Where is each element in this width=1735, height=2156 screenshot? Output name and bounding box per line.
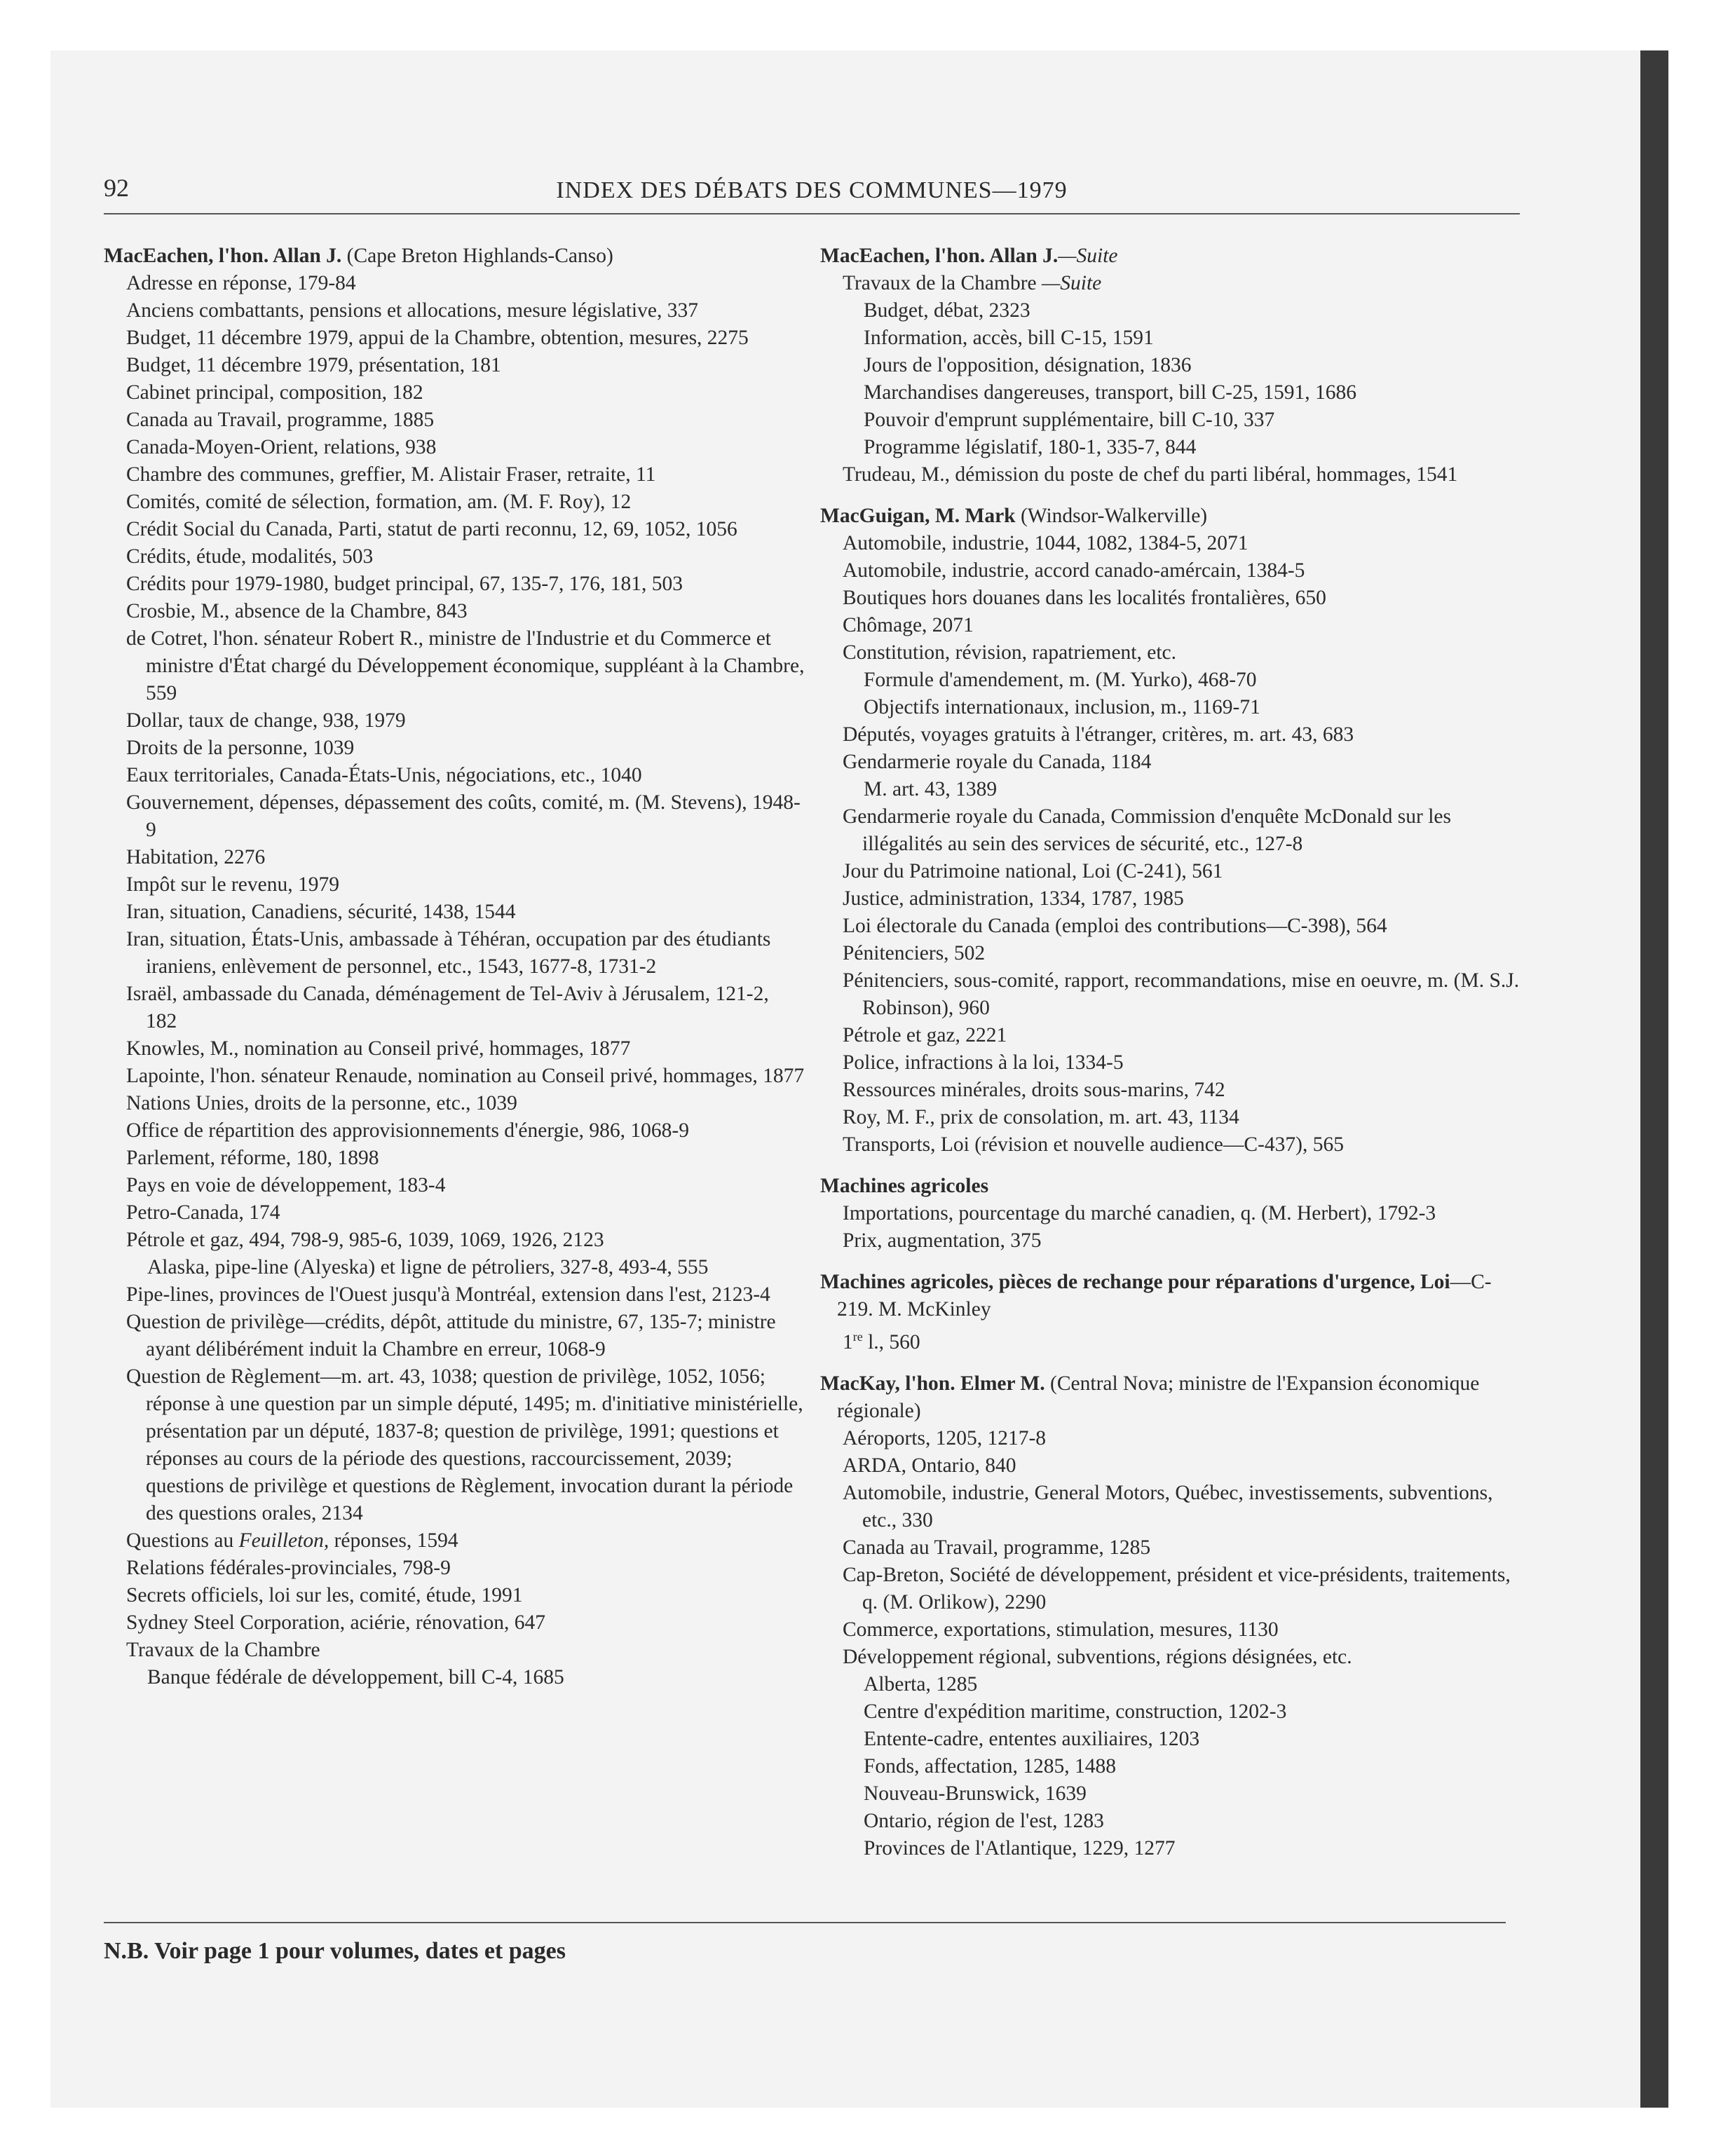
index-line: Dollar, taux de change, 938, 1979 [126, 709, 406, 732]
index-line: Chambre des communes, greffier, M. Alistair Fraser, retraite, 11 [126, 463, 656, 486]
index-line [820, 1323, 1521, 1356]
index-line [820, 270, 1521, 297]
index-line: Crédits, étude, modalités, 503 [126, 545, 374, 568]
index-line: de Cotret, l'hon. sénateur Robert R., ministre de l'Industrie et du Commerce et ministre d'État chargé du Développement économique, suppléant à la Chambre, 559 [126, 627, 805, 704]
index-subline: Programme législatif, 180-1, 335-7, 844 [864, 436, 1197, 458]
index-line: Canada au Travail, programme, 1285 [843, 1536, 1151, 1559]
index-line: Habitation, 2276 [126, 846, 266, 868]
index-line: Cabinet principal, composition, 182 [126, 381, 423, 404]
index-line: Boutiques hors douanes dans les localités frontalières, 650 [843, 587, 1326, 609]
scan-edge-bar [1640, 50, 1668, 2108]
index-line: Question de Règlement—m. art. 43, 1038; question de privilège, 1052, 1056; réponse à une question par un simple député, 1495; m. d'initiative ministérielle, présentation par un député, 1837-8; question de privilège, 1991; questions et réponses au cours de la période des questions, raccourcissement, 2039; questions de privilège et questions de Règlement, invocation durant la période des questions orales, 2134 [126, 1365, 803, 1524]
index-line: Crédit Social du Canada, Parti, statut de parti reconnu, 12, 69, 1052, 1056 [126, 518, 737, 540]
index-line: Office de répartition des approvisionnements d'énergie, 986, 1068-9 [126, 1119, 689, 1142]
index-subline: Marchandises dangereuses, transport, bill C-25, 1591, 1686 [864, 381, 1356, 404]
index-line: Gouvernement, dépenses, dépassement des coûts, comité, m. (M. Stevens), 1948-9 [126, 791, 801, 841]
line-text: l., 560 [862, 1330, 920, 1353]
index-line: Crédits pour 1979-1980, budget principal, 67, 135-7, 176, 181, 503 [126, 573, 683, 595]
index-subline: Pouvoir d'emprunt supplémentaire, bill C-10, 337 [864, 409, 1275, 431]
index-line: Nations Unies, droits de la personne, etc., 1039 [126, 1092, 517, 1114]
index-subline: Fonds, affectation, 1285, 1488 [864, 1754, 1116, 1778]
entry-heading [104, 243, 805, 270]
index-line: Budget, 11 décembre 1979, appui de la Chambre, obtention, mesures, 2275 [126, 327, 749, 349]
index-line: Pipe-lines, provinces de l'Ouest jusqu'à Montréal, extension dans l'est, 2123-4 [126, 1283, 770, 1306]
index-line: Travaux de la Chambre [126, 1639, 320, 1661]
index-subline: Information, accès, bill C-15, 1591 [864, 327, 1154, 349]
index-line: Prix, augmentation, 375 [843, 1229, 1042, 1252]
entry-sublines-c [104, 1664, 805, 1691]
index-line: Justice, administration, 1334, 1787, 1985 [843, 887, 1184, 910]
index-line: Pays en voie de développement, 183-4 [126, 1174, 446, 1196]
index-line: Sydney Steel Corporation, aciérie, rénovation, 647 [126, 1611, 546, 1634]
index-line: Iran, situation, États-Unis, ambassade à Téhéran, occupation par des étudiants iraniens, enlèvement de personnel, etc., 1543, 1677-8, 1731-2 [126, 928, 771, 978]
index-line: Police, infractions à la loi, 1334-5 [843, 1051, 1124, 1074]
index-line: Knowles, M., nomination au Conseil privé, hommages, 1877 [126, 1037, 631, 1060]
line-superscript: re [852, 1330, 863, 1344]
index-subline: Provinces de l'Atlantique, 1229, 1277 [864, 1836, 1176, 1860]
entry-lines-c [104, 1555, 805, 1664]
index-entry [820, 1269, 1521, 1356]
index-line: Parlement, réforme, 180, 1898 [126, 1147, 379, 1169]
entry-suite: —Suite [1058, 245, 1118, 267]
page-number: 92 [104, 174, 129, 202]
index-line: Anciens combattants, pensions et allocations, mesure législative, 337 [126, 299, 698, 322]
entry-name: MacEachen, l'hon. Allan J. [104, 245, 342, 267]
index-line: Transports, Loi (révision et nouvelle audience—C-437), 565 [843, 1133, 1344, 1156]
index-subline: Alberta, 1285 [864, 1672, 978, 1696]
index-line: Loi électorale du Canada (emploi des contributions—C-398), 564 [843, 915, 1387, 937]
index-line: Importations, pourcentage du marché canadien, q. (M. Herbert), 1792-3 [843, 1202, 1436, 1224]
index-line: Ressources minérales, droits sous-marins, 742 [843, 1079, 1225, 1101]
entry-name: Machines agricoles [820, 1175, 989, 1197]
index-entry [820, 503, 1521, 1159]
index-line: Chômage, 2071 [843, 614, 974, 636]
entry-lines-b [820, 721, 1521, 776]
index-subline: Alaska, pipe-line (Alyeska) et ligne de pétroliers, 327-8, 493-4, 555 [147, 1256, 709, 1278]
index-line: Lapointe, l'hon. sénateur Renaude, nomination au Conseil privé, hommages, 1877 [126, 1065, 805, 1087]
index-line: Pétrole et gaz, 2221 [843, 1024, 1007, 1046]
index-subline: Centre d'expédition maritime, construction, 1202-3 [864, 1700, 1287, 1723]
entry-lines [820, 530, 1521, 667]
entry-heading [820, 1173, 1521, 1200]
entry-lines-c [820, 803, 1521, 1159]
index-line: Question de privilège—crédits, dépôt, attitude du ministre, 67, 135-7; ministre ayant délibérément induit la Chambre en erreur, 1068-9 [126, 1311, 776, 1360]
line-text: Travaux de la Chambre [843, 272, 1042, 294]
index-subline: Budget, débat, 2323 [864, 299, 1030, 322]
index-line: Gendarmerie royale du Canada, 1184 [843, 751, 1152, 773]
index-line: Jour du Patrimoine national, Loi (C-241), 561 [843, 860, 1223, 882]
index-line: Adresse en réponse, 179-84 [126, 272, 356, 294]
entry-name: Machines agricoles, pièces de rechange pour réparations d'urgence, Loi [820, 1271, 1450, 1293]
index-subline: Entente-cadre, ententes auxiliaires, 1203 [864, 1727, 1200, 1750]
entry-qualifier: (Cape Breton Highlands-Canso) [341, 245, 613, 267]
index-line: Commerce, exportations, stimulation, mesures, 1130 [843, 1618, 1279, 1641]
line-text: Questions au [126, 1529, 239, 1552]
entry-qualifier: (Central Nova; ministre de l'Expansion économique régionale) [837, 1372, 1480, 1422]
line-italic: —Suite [1042, 272, 1102, 294]
index-line: Trudeau, M., démission du poste de chef du parti libéral, hommages, 1541 [843, 463, 1458, 486]
index-line: Droits de la personne, 1039 [126, 737, 355, 759]
index-line: Comités, comité de sélection, formation, am. (M. F. Roy), 12 [126, 491, 632, 513]
right-column [820, 243, 1521, 1862]
index-line: Budget, 11 décembre 1979, présentation, 181 [126, 354, 501, 376]
page-header [104, 171, 1520, 214]
footer-rule [104, 1922, 1506, 1923]
entry-qualifier: (Windsor-Walkerville) [1015, 505, 1208, 527]
entry-heading [820, 1370, 1521, 1425]
index-line: Pénitenciers, 502 [843, 942, 986, 964]
entry-sublines [820, 1671, 1521, 1862]
index-subline: Jours de l'opposition, désignation, 1836 [864, 354, 1192, 376]
index-line: Eaux territoriales, Canada-États-Unis, négociations, etc., 1040 [126, 764, 642, 786]
entry-sublines-b [820, 776, 1521, 803]
index-entry [820, 1173, 1521, 1255]
index-line: Iran, situation, Canadiens, sécurité, 1438, 1544 [126, 901, 516, 923]
entry-qualifier: —C-219. M. McKinley [837, 1271, 1492, 1321]
index-line: Relations fédérales-provinciales, 798-9 [126, 1557, 451, 1579]
entry-name: MacEachen, l'hon. Allan J. [820, 245, 1059, 267]
line-text: 1 [843, 1330, 853, 1353]
entry-name: MacKay, l'hon. Elmer M. [820, 1372, 1045, 1395]
index-line: Secrets officiels, loi sur les, comité, étude, 1991 [126, 1584, 523, 1606]
index-subline: M. art. 43, 1389 [864, 778, 998, 800]
entry-heading [820, 243, 1521, 270]
index-subline: Formule d'amendement, m. (M. Yurko), 468-70 [864, 669, 1257, 691]
footer-note: N.B. Voir page 1 pour volumes, dates et pages [104, 1938, 566, 1964]
index-line: Canada au Travail, programme, 1885 [126, 409, 435, 431]
entry-lines [820, 1200, 1521, 1255]
entry-heading [820, 1269, 1521, 1323]
index-subline: Objectifs internationaux, inclusion, m., 1169-71 [864, 696, 1260, 718]
index-line: Cap-Breton, Société de développement, président et vice-présidents, traitements, q. (M. Orlikow), 2290 [843, 1563, 1511, 1613]
index-line: Crosbie, M., absence de la Chambre, 843 [126, 600, 468, 622]
index-entry [104, 243, 805, 1691]
index-line: Roy, M. F., prix de consolation, m. art. 43, 1134 [843, 1106, 1239, 1128]
index-line: Pénitenciers, sous-comité, rapport, recommandations, mise en oeuvre, m. (M. S.J. Robinson), 960 [843, 969, 1520, 1019]
index-subline: Ontario, région de l'est, 1283 [864, 1809, 1104, 1832]
index-subline: Nouveau-Brunswick, 1639 [864, 1782, 1087, 1805]
entry-lines [820, 461, 1521, 489]
entry-sublines [820, 297, 1521, 461]
entry-name: MacGuigan, M. Mark [820, 505, 1016, 527]
entry-sublines [104, 1254, 805, 1281]
index-line [104, 1527, 805, 1555]
entry-sublines [820, 667, 1521, 721]
line-italic: Feuilleton, [238, 1529, 329, 1552]
index-line: Automobile, industrie, accord canado-amércain, 1384-5 [843, 559, 1305, 582]
index-line: Petro-Canada, 174 [126, 1201, 280, 1224]
index-line: Impôt sur le revenu, 1979 [126, 873, 339, 896]
index-line: ARDA, Ontario, 840 [843, 1454, 1016, 1477]
entry-lines [820, 1425, 1521, 1671]
index-line: Députés, voyages gratuits à l'étranger, critères, m. art. 43, 683 [843, 723, 1354, 746]
index-line: Canada-Moyen-Orient, relations, 938 [126, 436, 437, 458]
entry-heading [820, 503, 1521, 530]
index-line: Pétrole et gaz, 494, 798-9, 985-6, 1039, 1069, 1926, 2123 [126, 1229, 604, 1251]
line-text: réponses, 1594 [329, 1529, 458, 1552]
left-column [104, 243, 805, 1691]
entry-lines-b [104, 1281, 805, 1527]
index-entry [820, 243, 1521, 489]
index-line: Constitution, révision, rapatriement, etc. [843, 641, 1176, 664]
index-line: Automobile, industrie, 1044, 1082, 1384-5, 2071 [843, 532, 1248, 554]
index-line: Développement régional, subventions, régions désignées, etc. [843, 1645, 1352, 1668]
index-line: Gendarmerie royale du Canada, Commission d'enquête McDonald sur les illégalités au sein des services de sécurité, etc., 127-8 [843, 805, 1451, 855]
index-line: Automobile, industrie, General Motors, Québec, investissements, subventions, etc., 330 [843, 1481, 1493, 1531]
index-subline: Banque fédérale de développement, bill C-4, 1685 [147, 1666, 564, 1688]
index-entry [820, 1370, 1521, 1862]
index-line: Aéroports, 1205, 1217-8 [843, 1426, 1047, 1449]
index-line: Israël, ambassade du Canada, déménagement de Tel-Aviv à Jérusalem, 121-2, 182 [126, 983, 769, 1032]
running-title: INDEX DES DÉBATS DES COMMUNES—1979 [556, 177, 1068, 203]
entry-lines [104, 270, 805, 1254]
